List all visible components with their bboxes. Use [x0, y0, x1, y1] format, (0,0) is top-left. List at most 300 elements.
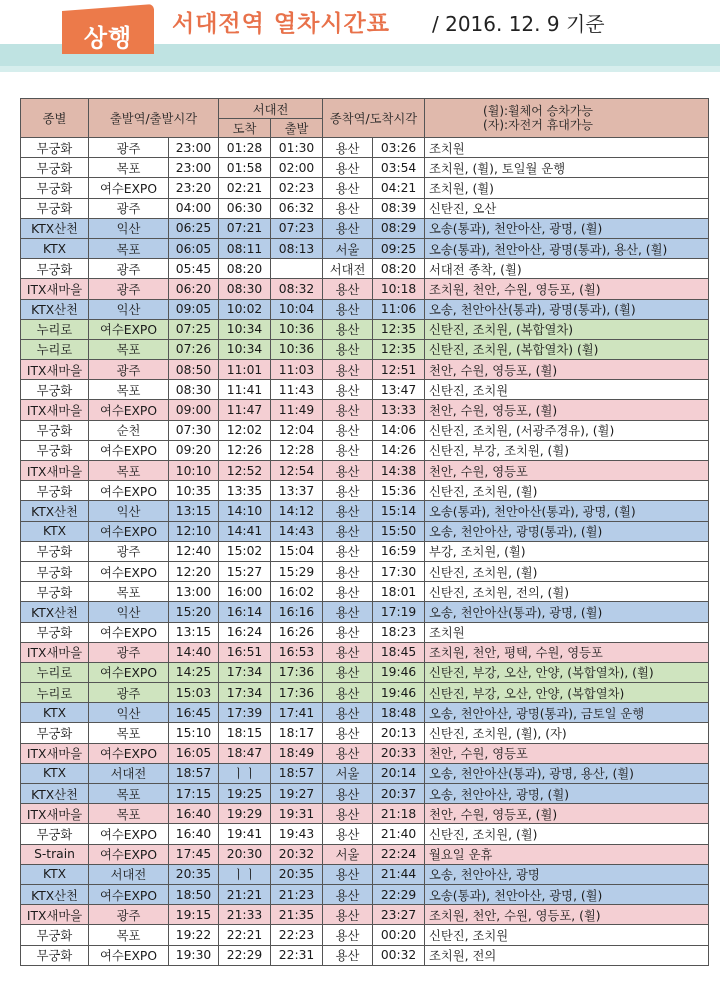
cell-arrival-time: 10:34: [219, 319, 271, 339]
cell-destination-time: 08:29: [373, 218, 425, 238]
cell-destination-station: 용산: [323, 662, 373, 682]
table-row: [21, 905, 709, 925]
cell-destination-station: 용산: [323, 905, 373, 925]
cell-destination-station: 용산: [323, 279, 373, 299]
cell-origin-time: 13:15: [169, 501, 219, 521]
cell-destination-time: 22:29: [373, 884, 425, 904]
cell-notes: 신탄진, 조치원, 전의, (휠): [425, 582, 709, 602]
cell-train-type: KTX산천: [21, 784, 89, 804]
cell-arrival-time: 02:21: [219, 178, 271, 198]
cell-train-type: KTX산천: [21, 884, 89, 904]
cell-train-type: 무궁화: [21, 158, 89, 178]
cell-arrival-time: 21:33: [219, 905, 271, 925]
cell-arrival-time: 12:52: [219, 461, 271, 481]
cell-destination-station: 용산: [323, 945, 373, 965]
cell-departure-time: 11:43: [271, 380, 323, 400]
cell-origin-time: 18:50: [169, 884, 219, 904]
cell-origin-time: 07:30: [169, 420, 219, 440]
cell-destination-station: 용산: [323, 420, 373, 440]
cell-departure-time: 21:23: [271, 884, 323, 904]
cell-departure-time: 19:27: [271, 784, 323, 804]
cell-notes: 오송, 천안아산, 광명(통과), (휠): [425, 521, 709, 541]
table-row: [21, 178, 709, 198]
table-row: [21, 461, 709, 481]
cell-destination-time: 15:14: [373, 501, 425, 521]
cell-origin-time: 15:03: [169, 683, 219, 703]
cell-train-type: 무궁화: [21, 622, 89, 642]
cell-origin-station: 광주: [89, 138, 169, 158]
table-row: [21, 400, 709, 420]
cell-destination-time: 16:59: [373, 541, 425, 561]
direction-tab-label: 상행: [83, 24, 133, 52]
cell-destination-time: 18:48: [373, 703, 425, 723]
cell-origin-station: 순천: [89, 420, 169, 440]
cell-train-type: 무궁화: [21, 561, 89, 581]
cell-notes: 신탄진, 조치원, (복합열차) (휠): [425, 339, 709, 359]
cell-destination-time: 14:26: [373, 440, 425, 460]
cell-origin-time: 09:00: [169, 400, 219, 420]
cell-destination-station: 용산: [323, 582, 373, 602]
table-row: [21, 582, 709, 602]
cell-notes: 신탄진, 조치원, (서광주경유), (휠): [425, 420, 709, 440]
cell-notes: 신탄진, 부강, 조치원, (휠): [425, 440, 709, 460]
cell-train-type: S-train: [21, 844, 89, 864]
cell-destination-time: 19:46: [373, 683, 425, 703]
cell-notes: 조치원, (휠), 토일월 운행: [425, 158, 709, 178]
cell-arrival-time: 06:30: [219, 198, 271, 218]
cell-destination-station: 용산: [323, 299, 373, 319]
cell-arrival-time: 12:02: [219, 420, 271, 440]
cell-origin-station: 목포: [89, 723, 169, 743]
cell-train-type: 누리로: [21, 319, 89, 339]
cell-destination-time: 08:20: [373, 259, 425, 279]
cell-destination-time: 23:27: [373, 905, 425, 925]
cell-departure-time: 19:31: [271, 804, 323, 824]
cell-notes: 오송, 천안아산(통과), 광명(통과), (휠): [425, 299, 709, 319]
cell-notes: 신탄진, 조치원, (휠): [425, 481, 709, 501]
cell-notes: 오송(통과), 천안아산, 광명, (휠): [425, 884, 709, 904]
cell-origin-station: 목포: [89, 339, 169, 359]
cell-departure-time: 14:12: [271, 501, 323, 521]
cell-departure-time: 18:57: [271, 763, 323, 783]
table-row: [21, 884, 709, 904]
cell-destination-time: 19:46: [373, 662, 425, 682]
cell-departure-time: 08:13: [271, 238, 323, 258]
cell-origin-station: 여수EXPO: [89, 824, 169, 844]
cell-train-type: ITX새마을: [21, 461, 89, 481]
cell-arrival-time: 17:34: [219, 662, 271, 682]
notes-legend-wheelchair: (휠):휠체어 승차가능: [483, 104, 594, 118]
page-title: 서대전역 열차시간표: [172, 11, 390, 37]
table-row: [21, 824, 709, 844]
cell-destination-time: 08:39: [373, 198, 425, 218]
cell-origin-time: 15:20: [169, 602, 219, 622]
cell-train-type: 누리로: [21, 683, 89, 703]
cell-departure-time: 15:29: [271, 561, 323, 581]
cell-destination-time: 17:19: [373, 602, 425, 622]
cell-origin-time: 23:00: [169, 158, 219, 178]
cell-notes: 천안, 수원, 영등포, (휠): [425, 400, 709, 420]
cell-origin-station: 익산: [89, 501, 169, 521]
cell-destination-time: 18:45: [373, 642, 425, 662]
cell-origin-station: 목포: [89, 784, 169, 804]
cell-train-type: ITX새마을: [21, 804, 89, 824]
cell-notes: 조치원, 천안, 수원, 영등포, (휠): [425, 279, 709, 299]
cell-destination-station: 용산: [323, 400, 373, 420]
cell-notes: 신탄진, 조치원: [425, 380, 709, 400]
cell-notes: 조치원, 천안, 평택, 수원, 영등포: [425, 642, 709, 662]
cell-destination-time: 13:33: [373, 400, 425, 420]
cell-departure-time: 16:02: [271, 582, 323, 602]
cell-origin-time: 16:40: [169, 824, 219, 844]
cell-arrival-time: 19:29: [219, 804, 271, 824]
table-row: [21, 420, 709, 440]
cell-departure-time: 12:04: [271, 420, 323, 440]
cell-destination-time: 12:51: [373, 360, 425, 380]
cell-destination-station: 용산: [323, 864, 373, 884]
cell-departure-time: 17:36: [271, 662, 323, 682]
cell-departure-time: 07:23: [271, 218, 323, 238]
cell-destination-time: 14:38: [373, 461, 425, 481]
col-header-type: 종별: [21, 99, 89, 138]
table-row: [21, 541, 709, 561]
cell-notes: 신탄진, 오산: [425, 198, 709, 218]
cell-notes: 월요일 운휴: [425, 844, 709, 864]
cell-train-type: ITX새마을: [21, 905, 89, 925]
cell-origin-station: 목포: [89, 582, 169, 602]
cell-destination-station: 용산: [323, 925, 373, 945]
cell-origin-time: 16:45: [169, 703, 219, 723]
cell-destination-time: 15:50: [373, 521, 425, 541]
cell-origin-time: 14:25: [169, 662, 219, 682]
cell-destination-time: 21:18: [373, 804, 425, 824]
cell-destination-station: 용산: [323, 218, 373, 238]
cell-destination-time: 09:25: [373, 238, 425, 258]
cell-destination-time: 21:40: [373, 824, 425, 844]
cell-notes: 오송, 천안아산, 광명, (휠): [425, 784, 709, 804]
cell-notes: 부강, 조치원, (휠): [425, 541, 709, 561]
cell-train-type: 무궁화: [21, 945, 89, 965]
col-header-origin: 출발역/출발시각: [89, 99, 219, 138]
cell-origin-time: 19:30: [169, 945, 219, 965]
cell-arrival-time: 10:34: [219, 339, 271, 359]
cell-train-type: KTX산천: [21, 218, 89, 238]
cell-origin-time: 05:45: [169, 259, 219, 279]
table-row: [21, 804, 709, 824]
cell-notes: 천안, 수원, 영등포: [425, 461, 709, 481]
cell-departure-time: 20:35: [271, 864, 323, 884]
cell-notes: 신탄진, 조치원, (복합열차): [425, 319, 709, 339]
col-header-notes: [425, 99, 709, 138]
cell-destination-time: 21:44: [373, 864, 425, 884]
table-row: [21, 743, 709, 763]
cell-destination-time: 17:30: [373, 561, 425, 581]
page-header: [0, 0, 720, 98]
cell-train-type: 무궁화: [21, 178, 89, 198]
cell-notes: 신탄진, 조치원, (휠): [425, 561, 709, 581]
cell-origin-time: 17:15: [169, 784, 219, 804]
cell-destination-station: 용산: [323, 743, 373, 763]
table-row: [21, 723, 709, 743]
cell-notes: 조치원: [425, 138, 709, 158]
table-row: [21, 703, 709, 723]
table-row: [21, 561, 709, 581]
cell-departure-time: 19:43: [271, 824, 323, 844]
cell-origin-time: 19:15: [169, 905, 219, 925]
cell-destination-station: 용산: [323, 561, 373, 581]
cell-departure-time: 16:16: [271, 602, 323, 622]
cell-train-type: 무궁화: [21, 440, 89, 460]
cell-destination-station: 용산: [323, 138, 373, 158]
cell-arrival-time: 11:01: [219, 360, 271, 380]
table-row: [21, 784, 709, 804]
cell-arrival-time: 22:21: [219, 925, 271, 945]
cell-arrival-time: 15:27: [219, 561, 271, 581]
table-row: [21, 319, 709, 339]
cell-origin-time: 10:35: [169, 481, 219, 501]
table-row: [21, 683, 709, 703]
cell-train-type: 누리로: [21, 339, 89, 359]
cell-train-type: 무궁화: [21, 138, 89, 158]
cell-destination-station: 용산: [323, 703, 373, 723]
cell-destination-station: 용산: [323, 461, 373, 481]
cell-arrival-time: ㅣㅣ: [219, 763, 271, 783]
cell-notes: 조치원, 천안, 수원, 영등포, (휠): [425, 905, 709, 925]
cell-train-type: 무궁화: [21, 420, 89, 440]
cell-destination-time: 20:37: [373, 784, 425, 804]
cell-origin-station: 여수EXPO: [89, 178, 169, 198]
cell-origin-station: 여수EXPO: [89, 561, 169, 581]
cell-arrival-time: 08:11: [219, 238, 271, 258]
cell-arrival-time: 21:21: [219, 884, 271, 904]
cell-origin-time: 08:50: [169, 360, 219, 380]
table-row: [21, 440, 709, 460]
cell-origin-time: 12:20: [169, 561, 219, 581]
cell-origin-time: 17:45: [169, 844, 219, 864]
cell-origin-station: 광주: [89, 642, 169, 662]
cell-destination-time: 13:47: [373, 380, 425, 400]
cell-origin-station: 광주: [89, 279, 169, 299]
cell-destination-station: 용산: [323, 380, 373, 400]
cell-arrival-time: 17:34: [219, 683, 271, 703]
cell-arrival-time: 20:30: [219, 844, 271, 864]
cell-train-type: KTX산천: [21, 501, 89, 521]
cell-destination-station: 용산: [323, 602, 373, 622]
cell-train-type: 누리로: [21, 662, 89, 682]
cell-departure-time: 12:54: [271, 461, 323, 481]
cell-origin-station: 여수EXPO: [89, 440, 169, 460]
cell-train-type: ITX새마을: [21, 743, 89, 763]
cell-train-type: 무궁화: [21, 198, 89, 218]
cell-notes: 조치원, 전의: [425, 945, 709, 965]
cell-departure-time: 20:32: [271, 844, 323, 864]
cell-origin-station: 여수EXPO: [89, 844, 169, 864]
cell-notes: 신탄진, 조치원: [425, 925, 709, 945]
table-row: [21, 299, 709, 319]
cell-destination-time: 20:33: [373, 743, 425, 763]
cell-destination-station: 용산: [323, 319, 373, 339]
cell-destination-time: 10:18: [373, 279, 425, 299]
cell-destination-station: 서울: [323, 763, 373, 783]
cell-destination-station: 용산: [323, 178, 373, 198]
cell-destination-time: 18:23: [373, 622, 425, 642]
cell-destination-time: 14:06: [373, 420, 425, 440]
cell-destination-time: 15:36: [373, 481, 425, 501]
cell-departure-time: 06:32: [271, 198, 323, 218]
cell-origin-station: 여수EXPO: [89, 662, 169, 682]
cell-train-type: 무궁화: [21, 380, 89, 400]
cell-departure-time: 16:26: [271, 622, 323, 642]
cell-destination-station: 용산: [323, 198, 373, 218]
cell-destination-station: 용산: [323, 622, 373, 642]
table-row: [21, 622, 709, 642]
cell-departure-time: 21:35: [271, 905, 323, 925]
cell-departure-time: 18:17: [271, 723, 323, 743]
cell-origin-time: 08:30: [169, 380, 219, 400]
cell-notes: 오송, 천안아산, 광명(통과), 금토일 운행: [425, 703, 709, 723]
cell-destination-time: 22:24: [373, 844, 425, 864]
cell-arrival-time: 18:47: [219, 743, 271, 763]
cell-destination-time: 00:32: [373, 945, 425, 965]
cell-departure-time: 02:23: [271, 178, 323, 198]
cell-arrival-time: 08:30: [219, 279, 271, 299]
table-row: [21, 864, 709, 884]
cell-notes: 신탄진, 부강, 오산, 안양, (복합열차): [425, 683, 709, 703]
cell-destination-time: 03:26: [373, 138, 425, 158]
cell-train-type: KTX: [21, 238, 89, 258]
table-row: [21, 218, 709, 238]
cell-origin-station: 목포: [89, 804, 169, 824]
cell-destination-station: 용산: [323, 804, 373, 824]
table-row: [21, 662, 709, 682]
cell-train-type: KTX산천: [21, 299, 89, 319]
cell-origin-station: 여수EXPO: [89, 743, 169, 763]
cell-origin-station: 익산: [89, 299, 169, 319]
cell-arrival-time: 19:25: [219, 784, 271, 804]
cell-notes: 오송(통과), 천안아산, 광명(통과), 용산, (휠): [425, 238, 709, 258]
cell-arrival-time: 11:47: [219, 400, 271, 420]
cell-departure-time: 22:23: [271, 925, 323, 945]
cell-origin-time: 13:00: [169, 582, 219, 602]
cell-destination-station: 용산: [323, 339, 373, 359]
cell-origin-time: 06:25: [169, 218, 219, 238]
cell-destination-station: 용산: [323, 481, 373, 501]
cell-departure-time: 22:31: [271, 945, 323, 965]
cell-destination-station: 용산: [323, 683, 373, 703]
cell-destination-time: 04:21: [373, 178, 425, 198]
cell-origin-station: 목포: [89, 461, 169, 481]
cell-origin-station: 익산: [89, 703, 169, 723]
cell-origin-time: 04:00: [169, 198, 219, 218]
table-row: [21, 763, 709, 783]
cell-train-type: KTX산천: [21, 602, 89, 622]
cell-train-type: KTX: [21, 864, 89, 884]
cell-notes: 신탄진, 조치원, (휠): [425, 824, 709, 844]
cell-train-type: ITX새마을: [21, 360, 89, 380]
table-row: [21, 925, 709, 945]
cell-notes: 오송(통과), 천안아산, 광명, (휠): [425, 218, 709, 238]
cell-destination-station: 서울: [323, 844, 373, 864]
cell-arrival-time: 16:24: [219, 622, 271, 642]
cell-origin-time: 18:57: [169, 763, 219, 783]
cell-destination-time: 20:14: [373, 763, 425, 783]
cell-origin-station: 서대전: [89, 763, 169, 783]
cell-notes: 신탄진, 조치원, (휠), (자): [425, 723, 709, 743]
cell-origin-station: 목포: [89, 158, 169, 178]
cell-departure-time: 10:04: [271, 299, 323, 319]
cell-destination-time: 00:20: [373, 925, 425, 945]
cell-notes: 오송(통과), 천안아산(통과), 광명, (휠): [425, 501, 709, 521]
cell-origin-time: 07:26: [169, 339, 219, 359]
cell-notes: 오송, 천안아산(통과), 광명, 용산, (휠): [425, 763, 709, 783]
cell-train-type: 무궁화: [21, 541, 89, 561]
table-row: [21, 642, 709, 662]
cell-destination-time: 12:35: [373, 319, 425, 339]
cell-train-type: 무궁화: [21, 925, 89, 945]
cell-arrival-time: ㅣㅣ: [219, 864, 271, 884]
cell-origin-station: 광주: [89, 905, 169, 925]
table-row: [21, 339, 709, 359]
cell-departure-time: 11:03: [271, 360, 323, 380]
cell-departure-time: 17:36: [271, 683, 323, 703]
cell-notes: 조치원: [425, 622, 709, 642]
cell-train-type: 무궁화: [21, 259, 89, 279]
cell-arrival-time: 16:00: [219, 582, 271, 602]
cell-origin-station: 여수EXPO: [89, 319, 169, 339]
timetable-body: [21, 138, 709, 966]
cell-origin-time: 09:05: [169, 299, 219, 319]
cell-destination-station: 용산: [323, 824, 373, 844]
col-header-arrive: 도착: [219, 119, 271, 138]
timetable: [20, 98, 709, 966]
cell-train-type: 무궁화: [21, 723, 89, 743]
cell-origin-time: 16:40: [169, 804, 219, 824]
table-row: [21, 481, 709, 501]
cell-origin-station: 여수EXPO: [89, 481, 169, 501]
cell-arrival-time: 17:39: [219, 703, 271, 723]
cell-origin-time: 06:20: [169, 279, 219, 299]
cell-notes: 오송, 천안아산(통과), 광명, (휠): [425, 602, 709, 622]
table-row: [21, 945, 709, 965]
cell-destination-station: 용산: [323, 360, 373, 380]
cell-origin-station: 여수EXPO: [89, 521, 169, 541]
cell-departure-time: 01:30: [271, 138, 323, 158]
cell-origin-station: 광주: [89, 541, 169, 561]
cell-destination-station: 용산: [323, 501, 373, 521]
cell-departure-time: 14:43: [271, 521, 323, 541]
page-subtitle: / 2016. 12. 9 기준: [432, 12, 605, 36]
cell-origin-station: 광주: [89, 360, 169, 380]
cell-origin-station: 익산: [89, 602, 169, 622]
cell-train-type: KTX: [21, 703, 89, 723]
cell-origin-time: 16:05: [169, 743, 219, 763]
cell-origin-time: 09:20: [169, 440, 219, 460]
cell-departure-time: 08:32: [271, 279, 323, 299]
cell-destination-station: 용산: [323, 541, 373, 561]
cell-origin-station: 서대전: [89, 864, 169, 884]
table-row: [21, 602, 709, 622]
cell-origin-time: 07:25: [169, 319, 219, 339]
cell-train-type: 무궁화: [21, 582, 89, 602]
cell-train-type: KTX: [21, 763, 89, 783]
cell-destination-time: 12:35: [373, 339, 425, 359]
cell-arrival-time: 16:51: [219, 642, 271, 662]
cell-destination-station: 용산: [323, 642, 373, 662]
cell-origin-station: 목포: [89, 925, 169, 945]
cell-notes: 신탄진, 부강, 오산, 안양, (복합열차), (휠): [425, 662, 709, 682]
cell-notes: 천안, 수원, 영등포, (휠): [425, 804, 709, 824]
cell-train-type: KTX: [21, 521, 89, 541]
